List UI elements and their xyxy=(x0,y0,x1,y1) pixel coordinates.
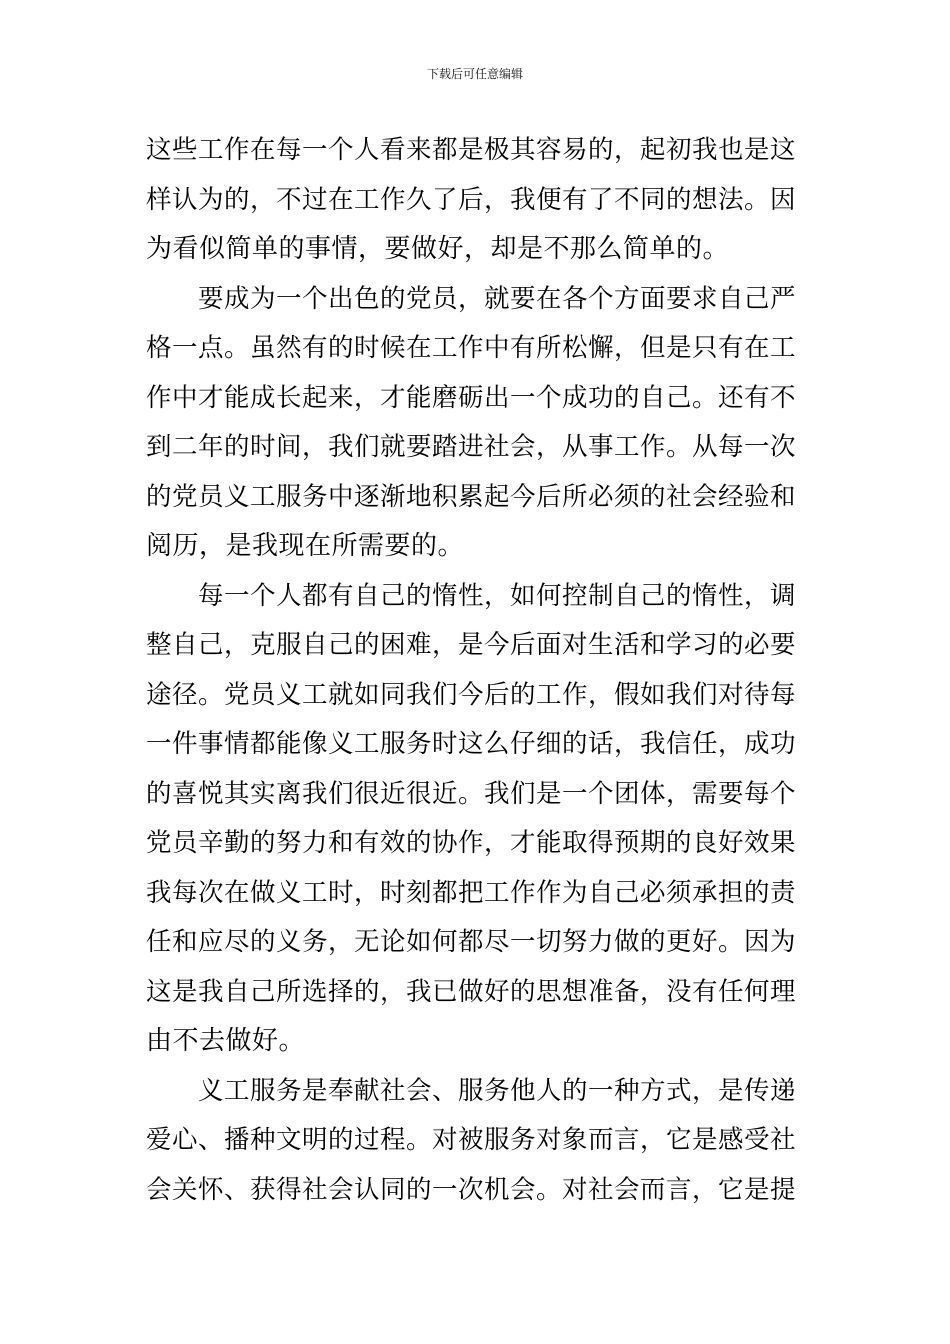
text-line: 这是我自己所选择的，我已做好的思想准备，没有任何理 xyxy=(146,976,797,1007)
text-line: 我每次在做义工时，时刻都把工作作为自己必须承担的责 xyxy=(146,877,797,908)
text-line: 的喜悦其实离我们很近很近。我们是一个团体，需要每个 xyxy=(146,778,797,809)
text-line: 党员辛勤的努力和有效的协作，才能取得预期的良好效果 xyxy=(146,828,797,858)
text-line: 由不去做好。 xyxy=(146,1026,306,1056)
text-line: 阅历，是我现在所需要的。 xyxy=(146,531,465,561)
text-line: 会关怀、获得社会认同的一次机会。对社会而言，它是提 xyxy=(146,1174,797,1205)
text-line: 为看似简单的事情，要做好，却是不那么简单的。 xyxy=(146,234,730,264)
text-line: 格一点。虽然有的时候在工作中有所松懈，但是只有在工 xyxy=(146,333,797,363)
text-line: 爱心、播种文明的过程。对被服务对象而言，它是感受社 xyxy=(146,1125,797,1155)
text-line: 义工服务是奉献社会、服务他人的一种方式，是传递 xyxy=(198,1075,797,1106)
text-line: 一件事情都能像义工服务时这么仔细的话，我信任，成功 xyxy=(146,729,797,759)
text-line: 的党员义工服务中逐渐地积累起今后所必须的社会经验和 xyxy=(146,481,797,512)
page-header-note: 下载后可任意编辑 xyxy=(426,67,523,81)
text-line: 这些工作在每一个人看来都是极其容易的，起初我也是这 xyxy=(146,135,797,165)
text-line: 样认为的，不过在工作久了后，我便有了不同的想法。因 xyxy=(146,184,797,215)
document-body xyxy=(146,126,806,1215)
text-line: 到二年的时间，我们就要踏进社会，从事工作。从每一次 xyxy=(146,432,797,462)
text-line: 每一个人都有自己的惰性，如何控制自己的惰性，调 xyxy=(198,580,797,611)
text-line: 要成为一个出色的党员，就要在各个方面要求自己严 xyxy=(198,283,797,314)
text-line: 整自己，克服自己的困难，是今后面对生活和学习的必要 xyxy=(146,630,797,660)
text-line: 途径。党员义工就如同我们今后的工作，假如我们对待每 xyxy=(146,679,797,710)
text-line: 任和应尽的义务，无论如何都尽一切努力做的更好。因为 xyxy=(146,927,797,957)
text-line: 作中才能成长起来，才能磨砺出一个成功的自己。还有不 xyxy=(146,382,797,413)
